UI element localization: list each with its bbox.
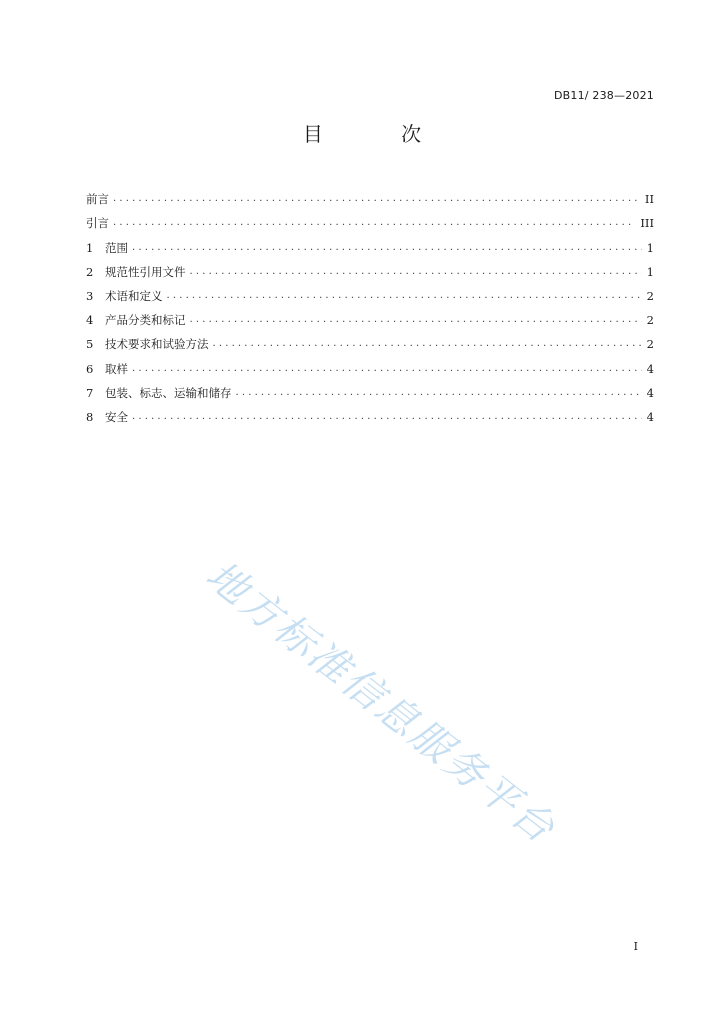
table-of-contents [86, 182, 654, 424]
toc-title: 目 次 [302, 122, 458, 146]
toc-entry-terms-definitions[interactable] [86, 279, 654, 303]
toc-entry-text: 范围 [105, 240, 128, 255]
toc-entry-page: 2 [646, 337, 654, 352]
toc-leader-dots [213, 337, 642, 351]
toc-leader-dots [113, 192, 640, 206]
toc-entry-text: 引言 [86, 216, 109, 231]
toc-entry-number: 1 [86, 240, 94, 255]
toc-leader-dots [236, 386, 642, 400]
document-code: DB11/ 238—2021 [553, 89, 654, 102]
toc-leader-dots [132, 241, 642, 255]
toc-leader-dots [167, 289, 642, 303]
toc-entry-text: 前言 [86, 192, 109, 207]
toc-entry-number: 4 [86, 313, 94, 328]
toc-entry-page: 1 [646, 264, 654, 279]
toc-entry-page: 1 [646, 240, 654, 255]
page-number: I [633, 940, 638, 953]
toc-entry-page: II [644, 192, 654, 207]
toc-leader-dots [113, 216, 635, 230]
toc-entry-packaging[interactable] [86, 376, 654, 400]
toc-leader-dots [190, 313, 642, 327]
toc-entry-page: 4 [646, 385, 654, 400]
toc-entry-number: 5 [86, 337, 94, 352]
toc-entry-page: 4 [646, 409, 654, 424]
toc-entry-text: 技术要求和试验方法 [105, 337, 209, 352]
toc-entry-text: 安全 [105, 409, 128, 424]
toc-entry-page: 2 [646, 288, 654, 303]
toc-entry-text: 产品分类和标记 [105, 313, 186, 328]
toc-entry-foreword[interactable] [86, 182, 654, 206]
toc-entry-page: 2 [646, 313, 654, 328]
watermark: 地方标准信息服务平台 [197, 552, 565, 854]
toc-entry-safety[interactable] [86, 400, 654, 424]
toc-entry-scope[interactable] [86, 230, 654, 254]
toc-entry-number: 8 [86, 409, 94, 424]
toc-entry-number: 7 [86, 385, 94, 400]
toc-entry-number: 6 [86, 361, 94, 376]
toc-entry-introduction[interactable] [86, 206, 654, 230]
toc-entry-text: 规范性引用文件 [105, 264, 186, 279]
toc-entry-page: III [640, 216, 654, 231]
toc-entry-text: 包装、标志、运输和储存 [105, 385, 232, 400]
toc-entry-sampling[interactable] [86, 351, 654, 375]
toc-entry-normative-references[interactable] [86, 255, 654, 279]
toc-entry-number: 3 [86, 288, 94, 303]
toc-entry-text: 术语和定义 [105, 288, 163, 303]
toc-leader-dots [190, 265, 642, 279]
toc-entry-page: 4 [646, 361, 654, 376]
toc-entry-classification[interactable] [86, 303, 654, 327]
toc-entry-requirements[interactable] [86, 327, 654, 351]
toc-entry-number: 2 [86, 264, 94, 279]
toc-leader-dots [132, 362, 642, 376]
toc-entry-text: 取样 [105, 361, 128, 376]
toc-leader-dots [132, 410, 642, 424]
